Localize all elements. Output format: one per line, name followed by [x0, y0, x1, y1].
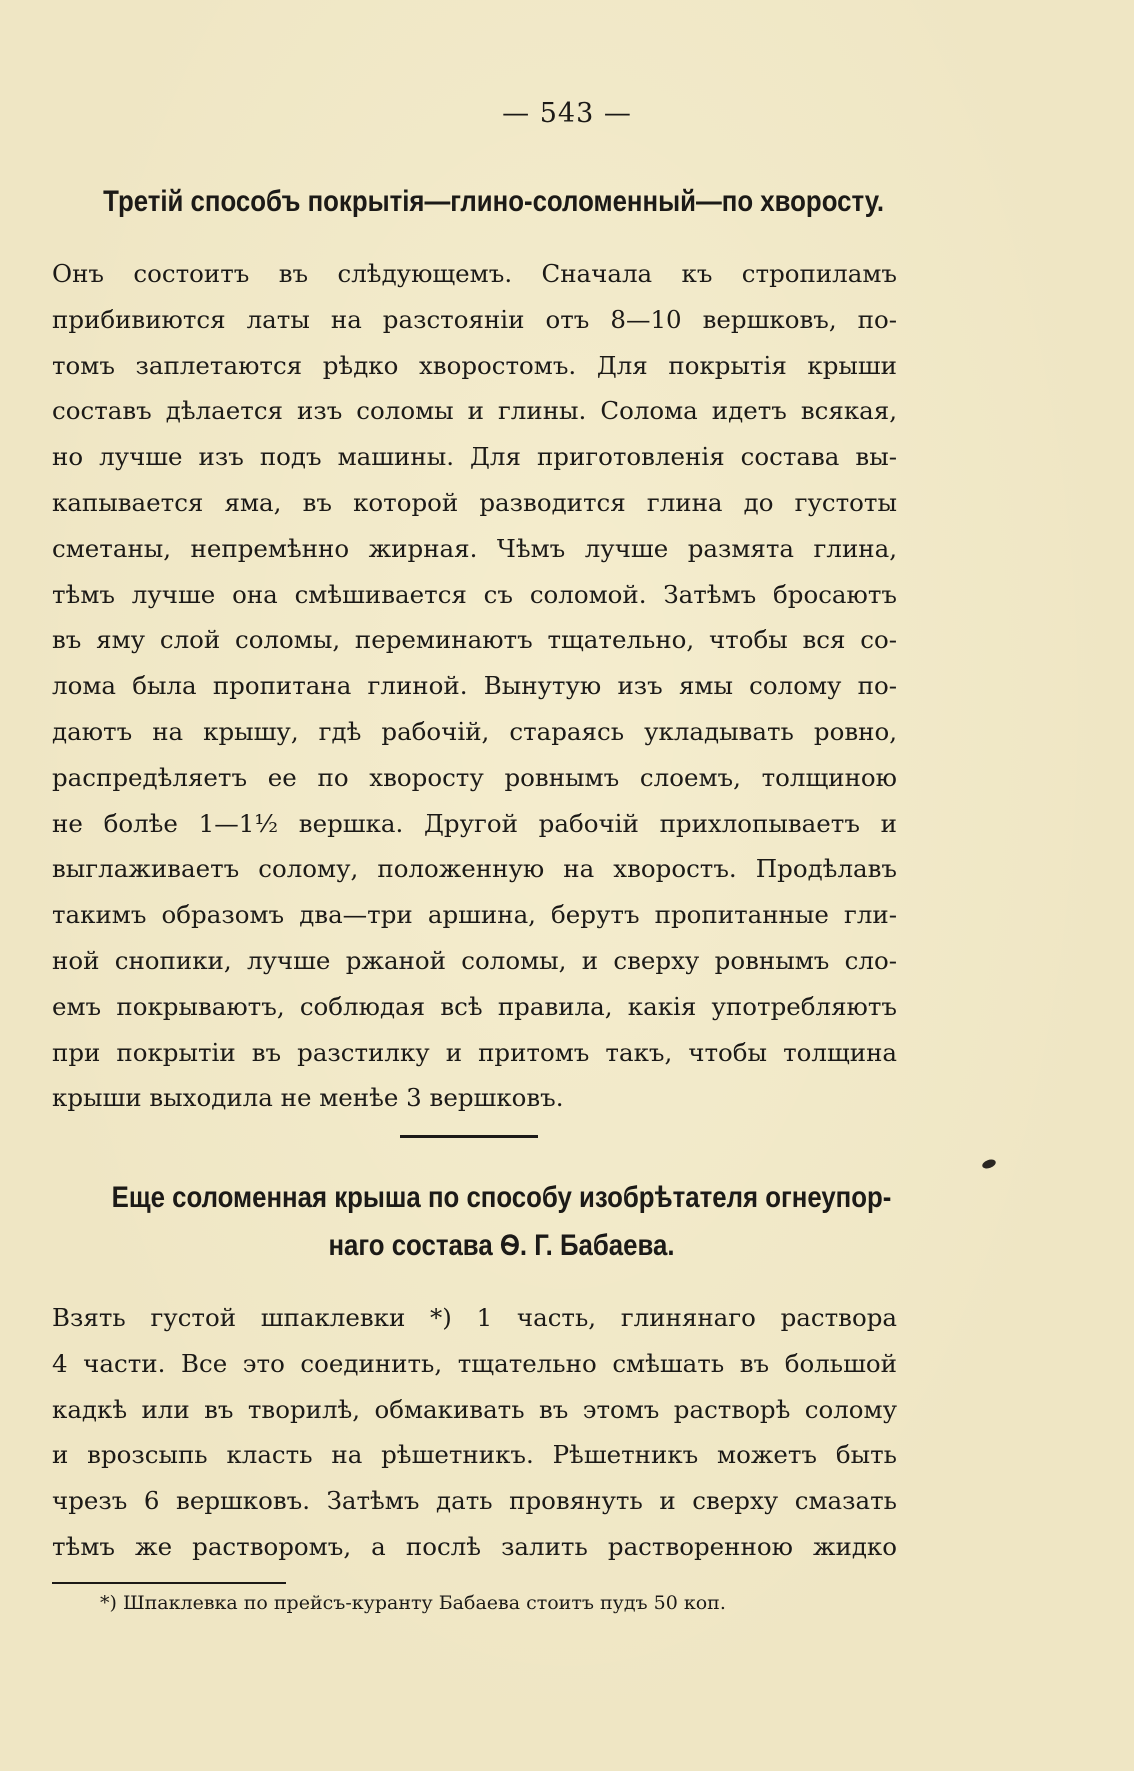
- text-line: ной снопики, лучше ржаной соломы, и сверху ровнымъ сло-: [52, 945, 897, 975]
- text-line: капывается яма, въ которой разводится глина до густоты: [52, 487, 897, 517]
- section-1-paragraph: [52, 251, 897, 1121]
- text-line: тѣмъ лучше она смѣшивается съ соломой. Затѣмъ бросаютъ: [52, 579, 897, 609]
- text-line: составъ дѣлается изъ соломы и глины. Солома идетъ всякая,: [52, 396, 897, 426]
- text-line: чрезъ 6 вершковъ. Затѣмъ дать провянуть и сверху смазать: [52, 1486, 897, 1516]
- text-line: емъ покрываютъ, соблюдая всѣ правила, какія употребляютъ: [52, 991, 897, 1021]
- footnote: *) Шпаклевка по прейсъ-куранту Бабаева стоитъ пудъ 50 коп.: [100, 1592, 726, 1614]
- text-line: даютъ на крышу, гдѣ рабочій, стараясь укладывать ровно,: [52, 716, 897, 746]
- text-line: не болѣе 1—1½ вершка. Другой рабочій прихлопываетъ и: [52, 808, 897, 838]
- text-line: Взять густой шпаклевки *) 1 часть, глинянаго раствора: [52, 1303, 897, 1332]
- text-line: тѣмъ же растворомъ, а послѣ залить растворенною жидко: [52, 1531, 897, 1561]
- text-line: лома была пропитана глиной. Вынутую изъ ямы солому по-: [52, 671, 897, 701]
- text-line: но лучше изъ подъ машины. Для приготовленія состава вы-: [52, 442, 897, 472]
- text-line: выглаживаетъ солому, положенную на хворостъ. Продѣлавъ: [52, 854, 897, 884]
- text-line: сметаны, непремѣнно жирная. Чѣмъ лучше размята глина,: [52, 533, 897, 563]
- text-line: 4 части. Все это соединить, тщательно смѣшать въ большой: [52, 1348, 897, 1378]
- text-line: кадкѣ или въ творилѣ, обмакивать въ этомъ растворѣ солому: [52, 1394, 897, 1424]
- text-line: такимъ образомъ два—три аршина, берутъ пропитанные гли-: [52, 900, 897, 930]
- page-number: — 543 —: [502, 98, 632, 129]
- section-2-paragraph: [52, 1295, 897, 1570]
- footnote-rule: [52, 1582, 286, 1584]
- section-divider: [400, 1135, 538, 1138]
- text-line: крыши выходила не менѣе 3 вершковъ.: [52, 1083, 564, 1113]
- text-line: при покрытіи въ разстилку и притомъ такъ, чтобы толщина: [52, 1037, 897, 1067]
- text-line: въ яму слой соломы, переминаютъ тщательно, чтобы вся со-: [52, 625, 897, 655]
- section-2-heading-line-1: Еще соломенная крыша по способу изобрѣтателя огнеупор-: [111, 1181, 892, 1214]
- section-1-heading: Третій способъ покрытія—глино-соломенный—по хворосту.: [103, 185, 885, 218]
- ink-stain: [981, 1158, 997, 1170]
- text-line: Онъ состоитъ въ слѣдующемъ. Сначала къ стропиламъ: [52, 259, 897, 288]
- text-line: томъ заплетаются рѣдко хворостомъ. Для покрытія крыши: [52, 350, 897, 380]
- section-2-heading-line-2: наго состава Ѳ. Г. Бабаева.: [328, 1229, 675, 1262]
- text-line: прибивиются латы на разстояніи отъ 8—10 вершковъ, по-: [52, 304, 897, 334]
- text-line: и врозсыпь класть на рѣшетникъ. Рѣшетникъ можетъ быть: [52, 1440, 897, 1470]
- text-line: распредѣляетъ ее по хворосту ровнымъ слоемъ, толщиною: [52, 762, 897, 792]
